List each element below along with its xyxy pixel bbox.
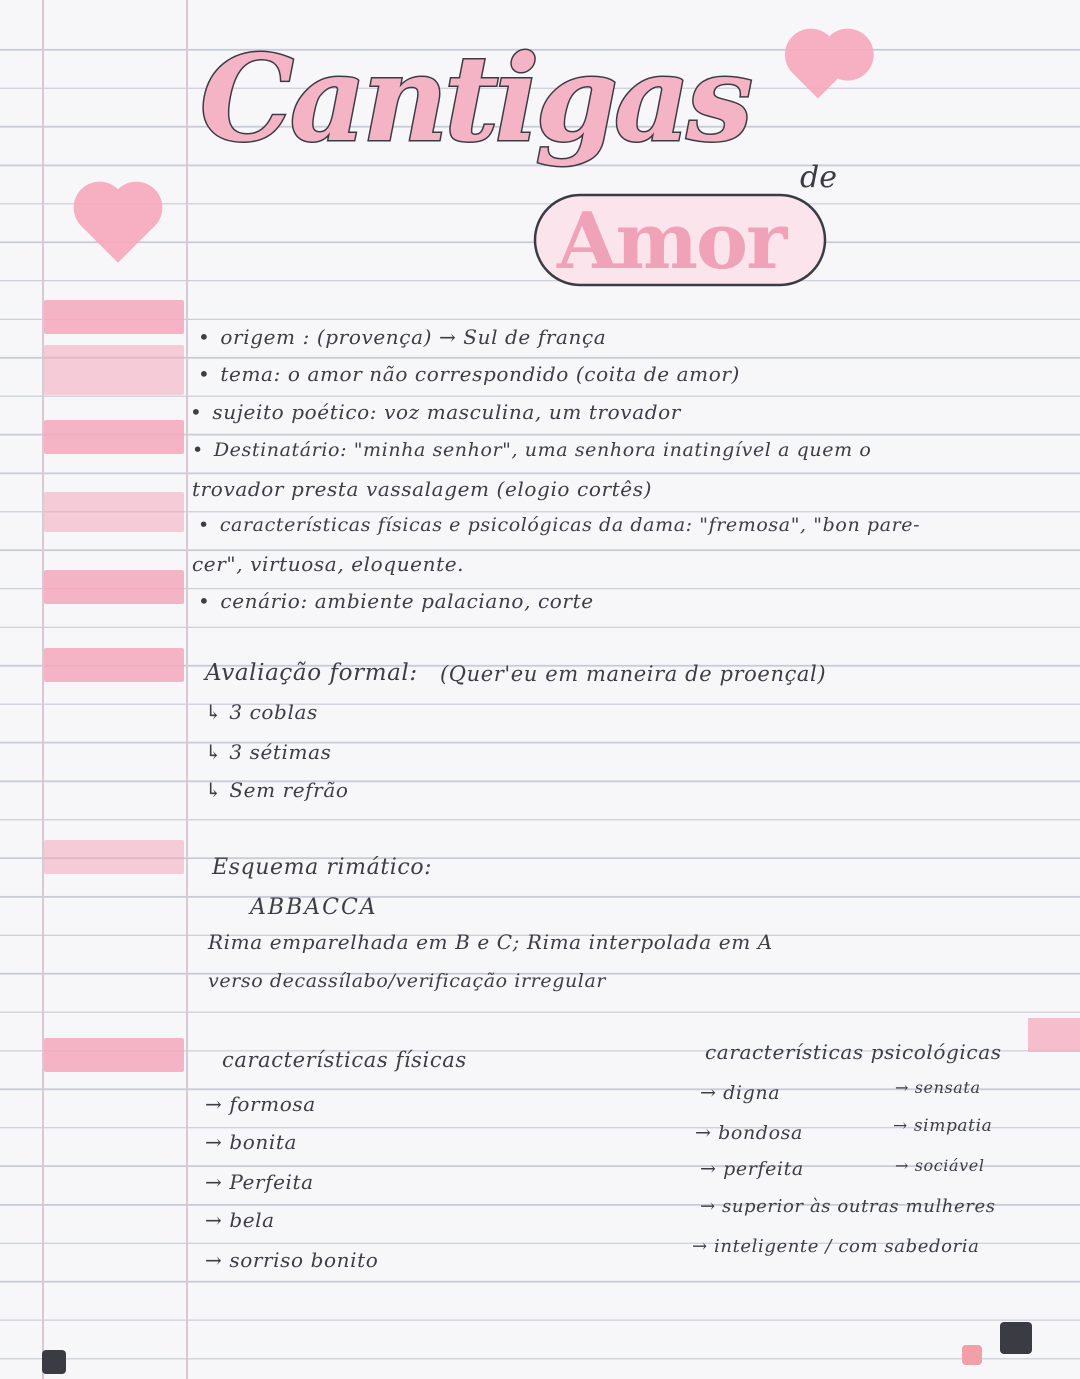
psychological-item-text: bondosa <box>718 1122 803 1144</box>
note-destinatario: • Destinatário: "minha senhor", uma senhora inatingível a quem o <box>192 439 871 461</box>
highlight-tab <box>44 1038 184 1072</box>
physical-item-text: bonita <box>229 1130 298 1154</box>
psychological-item: → perfeita <box>700 1158 804 1180</box>
physical-item: → sorriso bonito <box>205 1248 379 1272</box>
heart-icon <box>793 48 844 99</box>
highlight-tab <box>44 648 184 682</box>
psychological-item: → inteligente / com sabedoria <box>692 1236 980 1257</box>
note-caracteristicas-cont: cer", virtuosa, eloquente. <box>192 552 465 576</box>
margin-line-inner <box>186 0 188 1379</box>
corner-sticker <box>962 1345 982 1365</box>
note-sujeito: • sujeito poético: voz masculina, um trovador <box>190 400 681 424</box>
psychological-item: → sensata <box>895 1078 981 1097</box>
psychological-item-text: digna <box>723 1082 781 1104</box>
formal-item: ↳ Sem refrão <box>205 778 349 802</box>
highlight-tab-right <box>1028 1018 1080 1052</box>
psychological-item-text: sensata <box>914 1078 981 1097</box>
formal-item-text: 3 coblas <box>229 700 318 724</box>
formal-item: ↳ 3 sétimas <box>205 740 332 764</box>
highlight-tab <box>44 345 184 395</box>
physical-item-text: sorriso bonito <box>229 1248 379 1272</box>
physical-item: → Perfeita <box>205 1170 314 1194</box>
note-cenario: • cenário: ambiente palaciano, corte <box>198 589 594 613</box>
corner-sticker <box>1000 1322 1032 1354</box>
psychological-item: → bondosa <box>695 1122 803 1144</box>
physical-item-text: Perfeita <box>229 1170 314 1194</box>
psychological-item-text: sociável <box>914 1156 985 1175</box>
margin-line-outer <box>42 0 44 1379</box>
physical-item: → bonita <box>205 1130 298 1154</box>
scheme-verse: verso decassílabo/verificação irregular <box>208 970 607 992</box>
formal-item: ↳ 3 coblas <box>205 700 318 724</box>
physical-item: → formosa <box>205 1092 316 1116</box>
highlight-tab <box>44 420 184 454</box>
psychological-item-text: inteligente / com sabedoria <box>714 1236 980 1257</box>
highlight-tab <box>44 840 184 874</box>
scheme-rhyme: Rima emparelhada em B e C; Rima interpolada em A <box>208 930 773 954</box>
highlight-tab <box>44 300 184 334</box>
psychological-item-text: perfeita <box>723 1158 804 1180</box>
highlight-tab <box>44 570 184 604</box>
title-secondary: Amor <box>557 196 786 287</box>
title-main: Cantigas <box>200 29 749 168</box>
note-tema: • tema: o amor não correspondido (coita de amor) <box>198 362 740 386</box>
psychological-heading: características psicológicas <box>705 1040 1002 1064</box>
formal-item-text: 3 sétimas <box>229 740 332 764</box>
formal-heading: Avaliação formal: <box>205 660 418 686</box>
title-cantigas-lettering <box>180 10 749 200</box>
note-caracteristicas: • características físicas e psicológicas da dama: "fremosa", "bon pare- <box>198 514 920 536</box>
psychological-item-text: superior às outras mulheres <box>722 1196 996 1217</box>
formal-subtitle: (Quer'eu em maneira de proençal) <box>440 662 827 686</box>
physical-item: → bela <box>205 1208 275 1232</box>
highlight-tab <box>44 492 184 532</box>
heart-icon <box>81 189 155 263</box>
psychological-item-text: simpatia <box>913 1116 993 1136</box>
title-amor-lettering <box>525 180 845 300</box>
physical-heading: características físicas <box>222 1048 467 1072</box>
note-origem: • origem : (provença) → Sul de frança <box>198 325 606 349</box>
psychological-item: → superior às outras mulheres <box>700 1196 996 1217</box>
physical-item-text: bela <box>229 1208 275 1232</box>
formal-item-text: Sem refrão <box>229 778 349 802</box>
scheme-heading: Esquema rimático: <box>212 855 433 880</box>
scheme-pattern: ABBACCA <box>250 895 378 920</box>
note-destinatario-cont: trovador presta vassalagem (elogio cortês) <box>192 477 652 501</box>
title-connector: de <box>800 160 837 195</box>
corner-sticker <box>42 1350 66 1374</box>
physical-item-text: formosa <box>229 1092 316 1116</box>
psychological-item: → sociável <box>895 1156 985 1175</box>
psychological-item: → simpatia <box>893 1116 993 1136</box>
psychological-item: → digna <box>700 1082 781 1104</box>
